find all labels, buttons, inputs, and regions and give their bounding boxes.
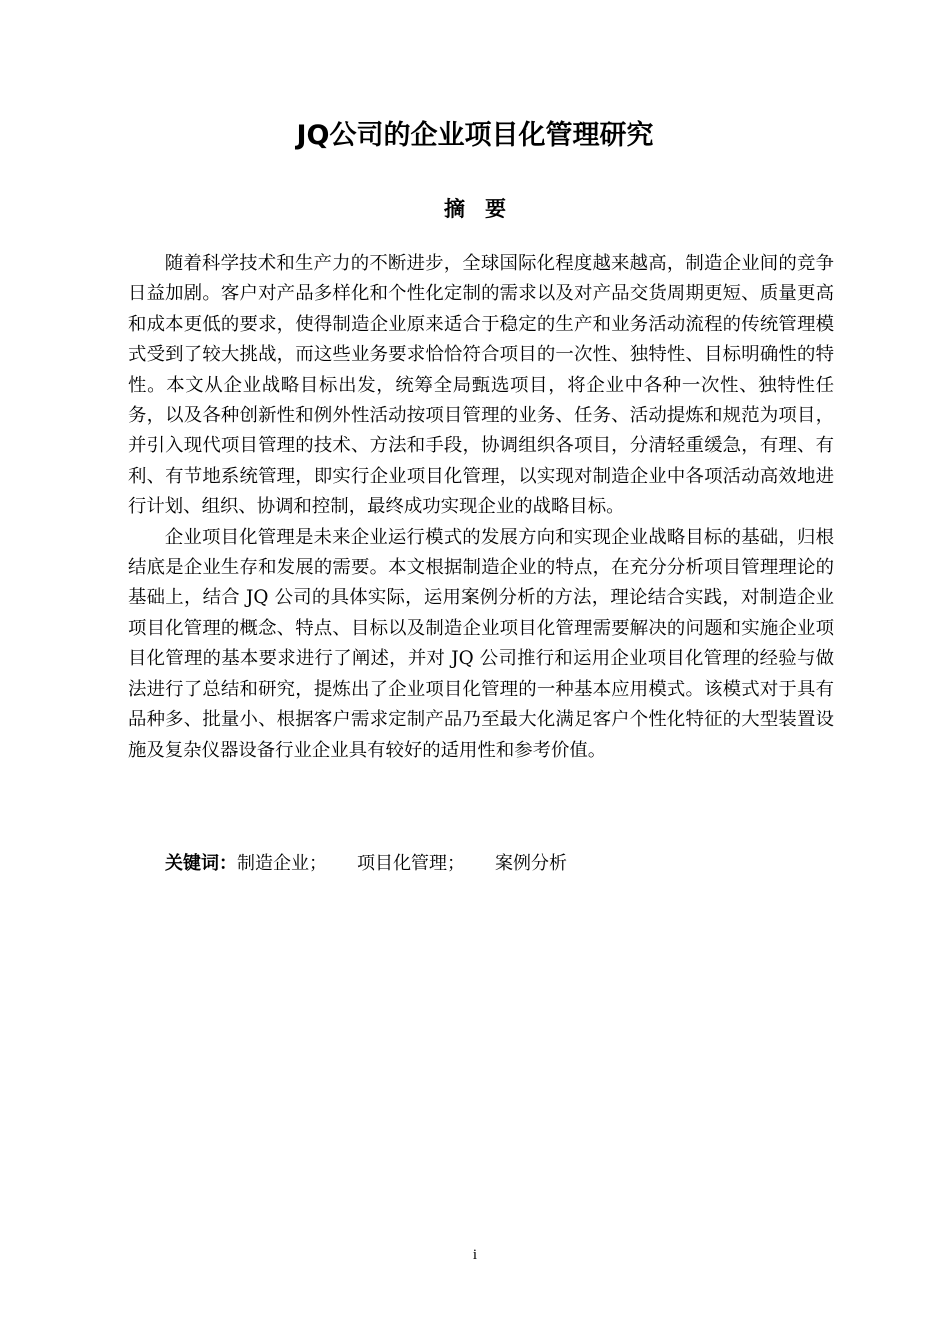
abstract-heading: 摘要 <box>444 197 526 221</box>
keyword-item: 案例分析 <box>495 853 567 874</box>
keywords-label: 关键词： <box>165 853 237 874</box>
keywords-line <box>165 851 597 877</box>
abstract-paragraph-1: 随着科学技术和生产力的不断进步，全球国际化程度越来越高，制造企业间的竞争日益加剧。客户对产品多样化和个性化定制的需求以及对产品交货周期更短、质量更高和成本更低的要求，使得制造企业原来适合于稳定的生产和业务活动流程的传统管理模式受到了较大挑战，而这些业务要求恰恰符合项目的一次性、独特性、目标明确性的特性。本文从企业战略目标出发，统筹全局甄选项目，将企业中各种一次性、独特性任务，以及各种创新性和例外性活动按项目管理的业务、任务、活动提炼和规范为项目，并引入现代项目管理的技术、方法和手段，协调组织各项目，分清轻重缓急，有理、有利、有节地系统管理，即实行企业项目化管理，以实现对制造企业中各项活动高效地进行计划、组织、协调和控制，最终成功实现企业的战略目标。 <box>128 253 834 518</box>
keyword-item: 项目化管理； <box>357 853 465 874</box>
abstract-paragraph-2: 企业项目化管理是未来企业运行模式的发展方向和实现企业战略目标的基础，归根结底是企业生存和发展的需要。本文根据制造企业的特点，在充分分析项目管理理论的基础上，结合 JQ 公司的具体实际，运用案例分析的方法，理论结合实践，对制造企业项目化管理的概念、特点、目标以及制造企业项目化管理需要解决的问题和实施企业项目化管理的基本要求进行了阐述，并对 JQ 公司推行和运用企业项目化管理的经验与做法进行了总结和研究，提炼出了企业项目化管理的一种基本应用模式。该模式对于具有品种多、批量小、根据客户需求定制产品乃至最大化满足客户个性化特征的大型装置设施及复杂仪器设备行业企业具有较好的适用性和参考价值。 <box>128 526 834 761</box>
page-number: i <box>472 1247 478 1263</box>
abstract-body <box>128 249 834 766</box>
document-title: JQ公司的企业项目化管理研究 <box>296 120 654 151</box>
keyword-item: 制造企业； <box>237 853 327 874</box>
